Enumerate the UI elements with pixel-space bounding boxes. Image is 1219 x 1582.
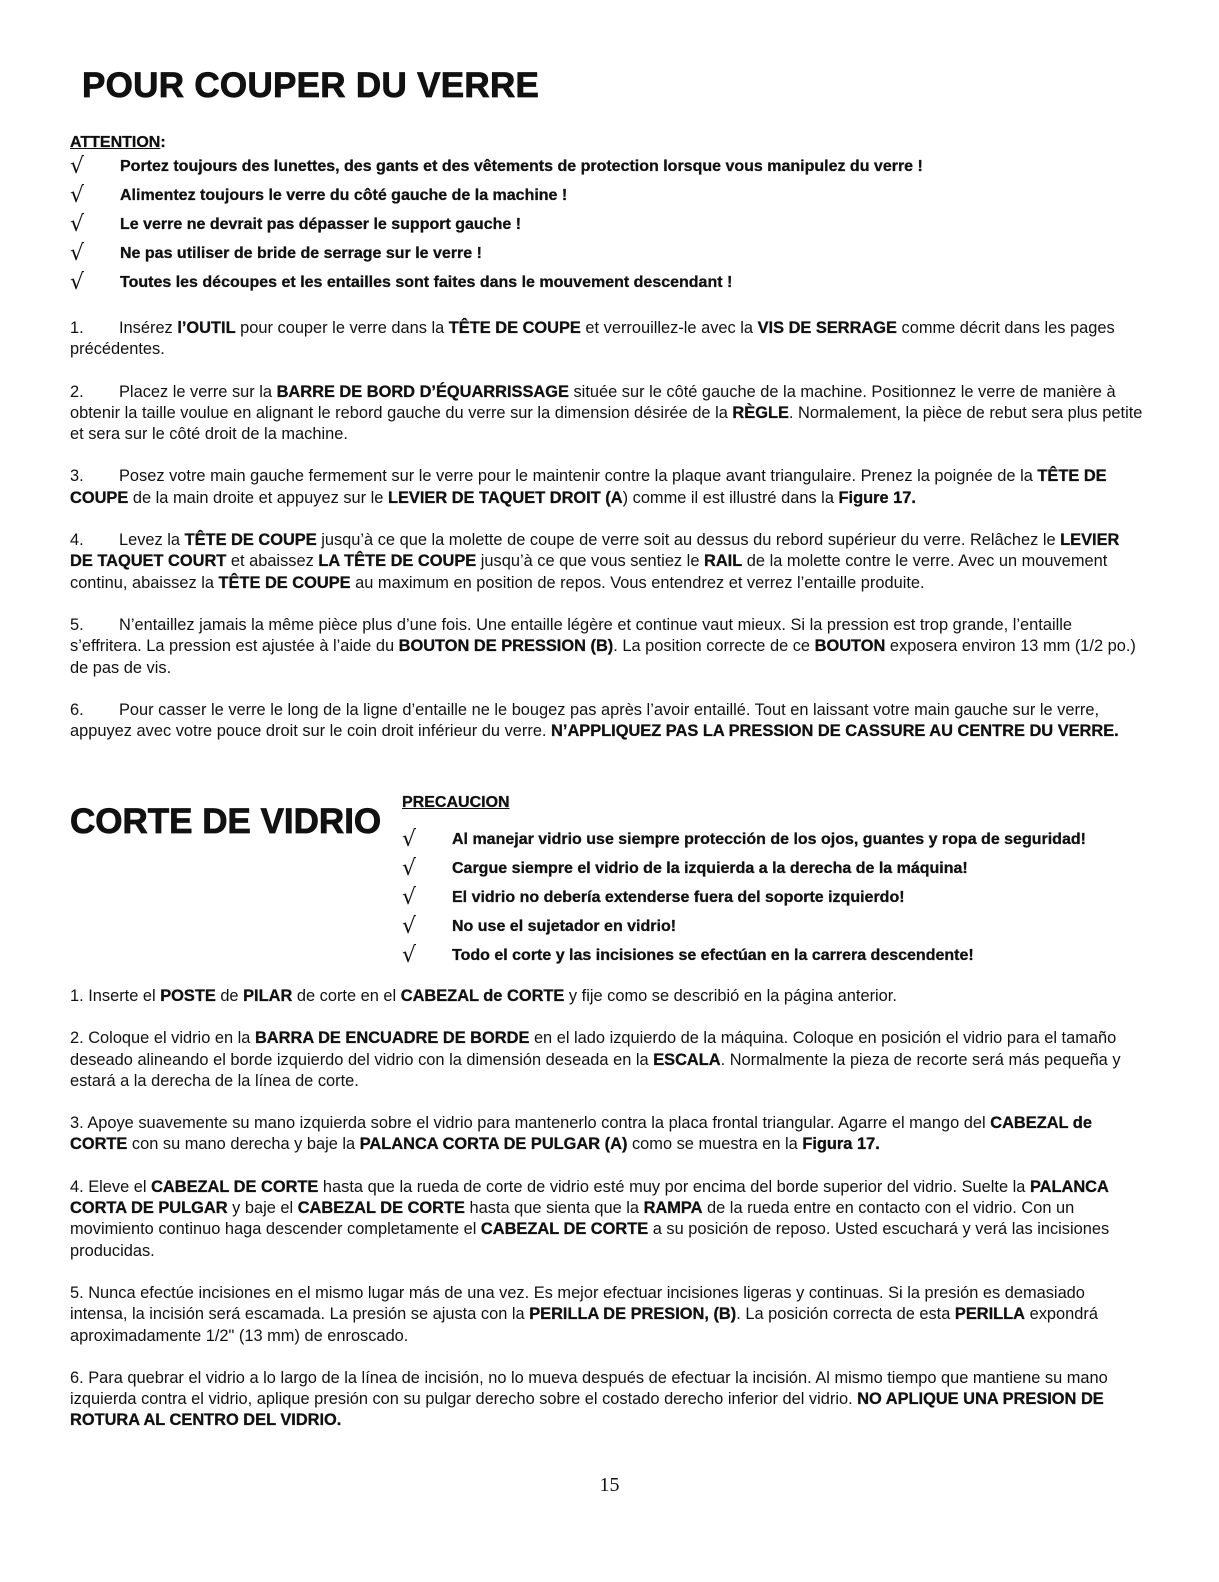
warning-item: √ Cargue siempre el vidrio de la izquierda a la derecha de la máquina! bbox=[402, 856, 968, 881]
step-paragraph bbox=[70, 530, 1145, 594]
step-text: jusqu’à ce que vous sentiez le bbox=[476, 552, 704, 571]
step-text: hasta que sienta que la bbox=[464, 1199, 644, 1218]
bold-term: LEVIER DE TAQUET COURT bbox=[70, 531, 1120, 571]
bold-term: CABEZAL DE CORTE bbox=[480, 1220, 649, 1239]
page-title-french: POUR COUPER DU VERRE bbox=[82, 66, 540, 105]
step-paragraph bbox=[70, 700, 1145, 743]
step-text: expondrá aproximadamente 1/2" (13 mm) de enroscado. bbox=[70, 1305, 1098, 1345]
step-text: Pour casser le verre le long de la ligne d’entaille ne le bougez pas après l’avoir entaillé. Tout en laissant votre main gauche sur le verre, appuyez avec votre pouce droit sur le coin droit inférieur du verre. bbox=[70, 700, 1100, 741]
bold-term: VIS DE SERRAGE bbox=[757, 319, 897, 337]
bold-term: POSTE bbox=[160, 987, 216, 1005]
warning-item: √ No use el sujetador en vidrio! bbox=[402, 914, 677, 939]
bold-term: LA TÊTE DE COUPE bbox=[318, 552, 477, 571]
bold-term: RÈGLE bbox=[732, 403, 789, 422]
bold-term: TÊTE DE COUPE bbox=[70, 467, 1107, 507]
step-number: 2. bbox=[70, 382, 84, 401]
step-paragraph bbox=[70, 382, 1145, 446]
step-text: 2. Coloque el vidrio en la bbox=[70, 1029, 255, 1048]
step-number: 5. bbox=[70, 615, 84, 634]
check-icon: √ bbox=[70, 270, 85, 295]
step-text: et abaissez bbox=[226, 552, 319, 571]
step-number: 4. bbox=[70, 531, 84, 550]
bold-term: PALANCA CORTA DE PULGAR (A) bbox=[359, 1135, 628, 1154]
step-paragraph bbox=[70, 1283, 1145, 1347]
step-text: 4. Eleve el bbox=[70, 1177, 152, 1196]
step-text: ) comme il est illustré dans la bbox=[622, 488, 839, 507]
step-paragraph bbox=[70, 318, 1145, 361]
bold-term: PERILLA bbox=[954, 1305, 1026, 1324]
step-text: a su posición de reposo. Usted escuchará y verá las incisiones producidas. bbox=[70, 1220, 1110, 1260]
step-text: 5. Nunca efectúe incisiones en el mismo lugar más de una vez. Es mejor efectuar incisiones ligeras y continuas. Si la presión es demasiado intensa, la incisión será escamada. La presión se ajusta con la bbox=[70, 1283, 1085, 1324]
step-text: . Normalement, la pièce de rebut sera plus petite et sera sur le côté droit de la machine. bbox=[70, 403, 1143, 444]
step-text: située sur le côté gauche de la machine. Positionnez le verre de manière à obtenir la taille voulue en alignant le rebord gauche du verre sur la dimension désirée de la bbox=[70, 382, 1116, 422]
step-text: de la molette contre le verre. Avec un mouvement continu, abaissez la bbox=[70, 552, 1108, 592]
step-text: jusqu’à ce que la molette de coupe de verre soit au dessus du rebord supérieur du verre. Relâchez le bbox=[316, 531, 1061, 550]
step-paragraph bbox=[70, 986, 1145, 1007]
step-text: . La position correcte de ce bbox=[613, 637, 815, 656]
check-icon: √ bbox=[402, 885, 417, 910]
step-text: exposera environ 13 mm (1/2 po.) de pas de vis. bbox=[70, 637, 1136, 677]
step-text: de corte en el bbox=[292, 987, 401, 1005]
page-number: 15 bbox=[599, 1474, 620, 1496]
step-paragraph bbox=[70, 1368, 1145, 1432]
step-text: N’entaillez jamais la même pièce plus d’une fois. Une entaille légère et continue vaut mieux. Si la pression est trop grande, l’entaille s’effritera. La pression est ajustée à l’aide du bbox=[70, 615, 1072, 656]
step-text: hasta que la rueda de corte de vidrio esté muy por encima del borde superior del vidrio. Suelte la bbox=[318, 1177, 1030, 1196]
step-text: y baje el bbox=[227, 1199, 298, 1218]
step-text: . Normalmente la pieza de recorte será más pequeña y estará a la derecha de la línea de corte. bbox=[70, 1050, 1121, 1090]
step-text: pour couper le verre dans la bbox=[235, 319, 449, 337]
step-text: comme décrit dans les pages précédentes. bbox=[70, 319, 1115, 359]
page-title-spanish: CORTE DE VIDRIO bbox=[70, 802, 382, 841]
step-text: au maximum en position de repos. Vous entendrez et verrez l’entaille produite. bbox=[350, 573, 925, 592]
step-text: con su mano derecha y baje la bbox=[127, 1135, 360, 1154]
bold-term: CABEZAL de CORTE bbox=[400, 987, 565, 1005]
bold-term: Figure 17. bbox=[838, 488, 916, 507]
check-icon: √ bbox=[402, 914, 417, 939]
check-icon: √ bbox=[70, 183, 85, 208]
bold-term: TÊTE DE COUPE bbox=[184, 531, 317, 550]
bold-term: LEVIER DE TAQUET DROIT (A bbox=[387, 488, 623, 507]
bold-term: l’OUTIL bbox=[177, 319, 236, 337]
bold-term: PILAR bbox=[243, 987, 293, 1005]
step-text: 3. Apoye suavemente su mano izquierda sobre el vidrio para mantenerlo contra la placa frontal triangular. Agarre el mango del bbox=[70, 1114, 991, 1133]
check-icon: √ bbox=[70, 241, 85, 266]
check-icon: √ bbox=[402, 943, 417, 968]
bold-term: PALANCA CORTA DE PULGAR bbox=[70, 1177, 1109, 1218]
bold-term: TÊTE DE COUPE bbox=[448, 319, 581, 337]
step-paragraph bbox=[70, 615, 1145, 679]
warning-item: √ Todo el corte y las incisiones se efectúan en la carrera descendente! bbox=[402, 943, 974, 968]
step-text: . La posición correcta de esta bbox=[736, 1305, 955, 1324]
bold-term: ESCALA bbox=[653, 1050, 721, 1069]
step-number: 1. bbox=[70, 319, 84, 337]
step-text: de la main droite et appuyez sur le bbox=[128, 488, 388, 507]
warning-item: √ Le verre ne devrait pas dépasser le support gauche ! bbox=[70, 212, 522, 237]
bold-term: PERILLA DE PRESION, (B) bbox=[529, 1305, 737, 1324]
check-icon: √ bbox=[70, 212, 85, 237]
step-text: como se muestra en la bbox=[627, 1135, 803, 1154]
bold-term: BARRA DE ENCUADRE DE BORDE bbox=[254, 1029, 530, 1048]
bold-term: Figura 17. bbox=[802, 1135, 880, 1154]
step-text: Insérez bbox=[119, 319, 178, 337]
step-text: Placez le verre sur la bbox=[119, 382, 277, 401]
step-number: 3. bbox=[70, 467, 84, 486]
warning-item: √ Al manejar vidrio use siempre protección de los ojos, guantes y ropa de seguridad! bbox=[402, 827, 1086, 852]
step-text: de bbox=[215, 987, 244, 1005]
warning-item: √ El vidrio no debería extenderse fuera del soporte izquierdo! bbox=[402, 885, 905, 910]
check-icon: √ bbox=[402, 827, 417, 852]
warning-heading: ATTENTION: bbox=[70, 134, 166, 151]
step-paragraph bbox=[70, 1113, 1145, 1156]
step-number: 6. bbox=[70, 700, 84, 719]
step-text: y fije como se describió en la página anterior. bbox=[564, 987, 897, 1005]
bold-term: BOUTON bbox=[814, 637, 886, 656]
precaucion-heading: PRECAUCION bbox=[402, 794, 510, 811]
step-text: Posez votre main gauche fermement sur le verre pour le maintenir contre la plaque avant triangulaire. Prenez la poignée de la bbox=[119, 467, 1038, 486]
french-warning-block bbox=[70, 134, 1170, 303]
step-paragraph bbox=[70, 1177, 1145, 1262]
step-text: et verrouillez-le avec la bbox=[580, 319, 758, 337]
bold-term: CABEZAL DE CORTE bbox=[297, 1199, 465, 1218]
step-text: de la rueda entre en contacto con el vidrio. Con un movimiento continuo haga descender completamente el bbox=[70, 1199, 1075, 1239]
bold-term: BOUTON DE PRESSION (B) bbox=[398, 637, 614, 656]
step-paragraph bbox=[70, 466, 1145, 509]
step-text: 1. Inserte el bbox=[70, 987, 161, 1005]
bold-term: NO APLIQUE UNA PRESION DE ROTURA AL CENTRO DEL VIDRIO. bbox=[70, 1390, 1104, 1430]
bold-term: RAMPA bbox=[643, 1199, 703, 1218]
warning-item: √ Toutes les découpes et les entailles sont faites dans le mouvement descendant ! bbox=[70, 270, 733, 295]
check-icon: √ bbox=[402, 856, 417, 881]
bold-term: CABEZAL DE CORTE bbox=[151, 1177, 319, 1196]
bold-term: BARRE DE BORD D’ÉQUARRISSAGE bbox=[276, 382, 569, 401]
warning-item: √ Portez toujours des lunettes, des gants et des vêtements de protection lorsque vous manipulez du verre ! bbox=[70, 154, 923, 179]
check-icon: √ bbox=[70, 154, 85, 179]
step-text: Levez la bbox=[119, 531, 185, 550]
step-paragraph bbox=[70, 1028, 1145, 1092]
bold-term: TÊTE DE COUPE bbox=[218, 573, 351, 592]
spanish-warning-block bbox=[402, 794, 1192, 976]
french-steps bbox=[70, 318, 1145, 763]
warning-item: √ Alimentez toujours le verre du côté gauche de la machine ! bbox=[70, 183, 568, 208]
warning-item: √ Ne pas utiliser de bride de serrage sur le verre ! bbox=[70, 241, 482, 266]
bold-term: CABEZAL de CORTE bbox=[70, 1114, 1092, 1154]
spanish-steps bbox=[70, 986, 1145, 1453]
step-text: en el lado izquierdo de la máquina. Coloque en posición el vidrio para el tamaño deseado alineando el borde izquierdo del vidrio con la dimensión deseada en la bbox=[70, 1029, 1117, 1069]
step-text: 6. Para quebrar el vidrio a lo largo de la línea de incisión, no lo mueva después de efectuar la incisión. Al mismo tiempo que mantiene su mano izquierda contra el vidrio, aplique presión con su pulgar derecho sobre el costado derecho inferior del vidrio. bbox=[70, 1368, 1108, 1409]
bold-term: N’APPLIQUEZ PAS LA PRESSION DE CASSURE AU CENTRE DU VERRE. bbox=[551, 722, 1119, 741]
bold-term: RAIL bbox=[704, 552, 743, 571]
